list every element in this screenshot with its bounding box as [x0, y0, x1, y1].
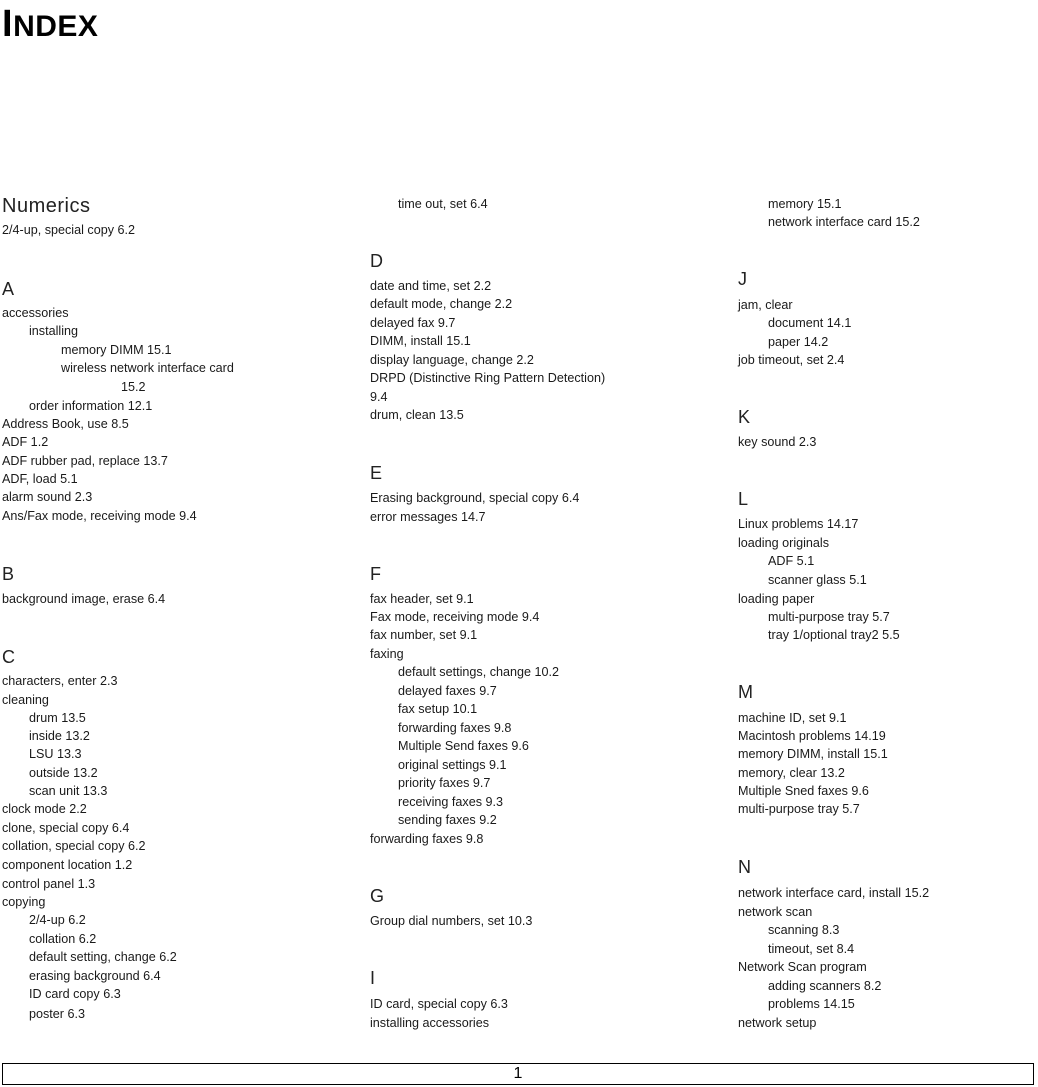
section-heading-l: L [738, 489, 749, 509]
index-subentry: ADF 5.1 [768, 554, 815, 568]
index-subentry: time out, set 6.4 [398, 197, 488, 211]
index-subsubentry: wireless network interface card [61, 361, 234, 375]
section-heading-k: K [738, 407, 751, 427]
section-heading-f: F [370, 564, 381, 584]
section-heading-j: J [738, 269, 747, 289]
index-entry: fax number, set 9.1 [370, 628, 478, 642]
index-entry: installing accessories [370, 1016, 489, 1030]
index-entry: machine ID, set 9.1 [738, 711, 847, 725]
index-subentry: receiving faxes 9.3 [398, 795, 504, 809]
index-subentry: LSU 13.3 [29, 747, 82, 761]
index-entry: delayed fax 9.7 [370, 316, 456, 330]
index-entry: Ans/Fax mode, receiving mode 9.4 [2, 509, 197, 523]
index-subentry: scanning 8.3 [768, 923, 840, 937]
page-title [2, 0, 98, 51]
index-subentry: forwarding faxes 9.8 [398, 721, 512, 735]
index-subentry: tray 1/optional tray2 5.5 [768, 628, 900, 642]
section-heading-a: A [2, 279, 15, 299]
index-subentry: priority faxes 9.7 [398, 776, 491, 790]
index-entry: loading paper [738, 592, 815, 606]
index-subentry: installing [29, 324, 79, 338]
index-subentry: memory 15.1 [768, 197, 842, 211]
index-entry: job timeout, set 2.4 [738, 353, 845, 367]
index-entry: cleaning [2, 693, 49, 707]
section-heading-d: D [370, 251, 383, 271]
index-subentry: scanner glass 5.1 [768, 573, 867, 587]
index-entry: memory, clear 13.2 [738, 766, 845, 780]
index-subsubentry: memory DIMM 15.1 [61, 343, 172, 357]
section-heading-m: M [738, 682, 753, 702]
index-entry: component location 1.2 [2, 858, 133, 872]
index-entry: network interface card, install 15.2 [738, 886, 930, 900]
index-subentry: multi-purpose tray 5.7 [768, 610, 890, 624]
index-subentry: Multiple Send faxes 9.6 [398, 739, 529, 753]
index-entry: jam, clear [738, 298, 793, 312]
index-entry: clone, special copy 6.4 [2, 821, 130, 835]
index-subentry: adding scanners 8.2 [768, 979, 882, 993]
index-entry: default mode, change 2.2 [370, 297, 513, 311]
page-footer [2, 1063, 1034, 1085]
index-entry: collation, special copy 6.2 [2, 839, 146, 853]
index-subentry: outside 13.2 [29, 766, 98, 780]
index-subentry: document 14.1 [768, 316, 852, 330]
page-number: 1 [513, 1065, 523, 1082]
section-heading-numerics: Numerics [2, 195, 91, 217]
index-subentry: 2/4-up 6.2 [29, 913, 86, 927]
index-subentry: paper 14.2 [768, 335, 829, 349]
index-entry: accessories [2, 306, 69, 320]
section-heading-g: G [370, 886, 385, 906]
index-entry: alarm sound 2.3 [2, 490, 93, 504]
index-entry: ADF, load 5.1 [2, 472, 78, 486]
section-heading-e: E [370, 463, 383, 483]
index-entry: memory DIMM, install 15.1 [738, 747, 888, 761]
index-entry: ADF rubber pad, replace 13.7 [2, 454, 168, 468]
index-subentry: poster 6.3 [29, 1007, 86, 1021]
index-entry: Group dial numbers, set 10.3 [370, 914, 533, 928]
index-entry: Multiple Sned faxes 9.6 [738, 784, 869, 798]
index-entry: DRPD (Distinctive Ring Pattern Detection) [370, 371, 606, 385]
index-subentry: ID card copy 6.3 [29, 987, 121, 1001]
title-rest: NDEX [13, 10, 99, 43]
index-entry: multi-purpose tray 5.7 [738, 802, 860, 816]
index-entry: loading originals [738, 536, 830, 550]
index-entry: Network Scan program [738, 960, 867, 974]
index-entry: Address Book, use 8.5 [2, 417, 129, 431]
index-subentry: timeout, set 8.4 [768, 942, 855, 956]
index-subentry: inside 13.2 [29, 729, 90, 743]
index-subentry: original settings 9.1 [398, 758, 507, 772]
index-entry: Fax mode, receiving mode 9.4 [370, 610, 540, 624]
index-entry: faxing [370, 647, 404, 661]
section-heading-b: B [2, 564, 15, 584]
index-entry: Linux problems 14.17 [738, 517, 859, 531]
index-entry: date and time, set 2.2 [370, 279, 492, 293]
index-entry: key sound 2.3 [738, 435, 817, 449]
index-subentry: fax setup 10.1 [398, 702, 478, 716]
index-entry: display language, change 2.2 [370, 353, 534, 367]
index-subentry: order information 12.1 [29, 399, 153, 413]
index-entry: control panel 1.3 [2, 877, 96, 891]
index-entry: 2/4-up, special copy 6.2 [2, 223, 136, 237]
index-subentry: sending faxes 9.2 [398, 813, 497, 827]
index-entry: copying [2, 895, 46, 909]
index-subentry: collation 6.2 [29, 932, 97, 946]
index-entry: ID card, special copy 6.3 [370, 997, 508, 1011]
index-entry: fax header, set 9.1 [370, 592, 474, 606]
index-entry: forwarding faxes 9.8 [370, 832, 484, 846]
index-subentry: scan unit 13.3 [29, 784, 108, 798]
index-entry: ADF 1.2 [2, 435, 49, 449]
section-heading-n: N [738, 857, 751, 877]
index-entry: drum, clean 13.5 [370, 408, 464, 422]
index-entry: Macintosh problems 14.19 [738, 729, 886, 743]
index-subsubentry: 15.2 [121, 380, 146, 394]
index-subentry: problems 14.15 [768, 997, 855, 1011]
index-subentry: drum 13.5 [29, 711, 86, 725]
index-entry: background image, erase 6.4 [2, 592, 166, 606]
section-heading-i: I [370, 968, 376, 988]
index-entry: clock mode 2.2 [2, 802, 87, 816]
index-entry: 9.4 [370, 390, 388, 404]
index-subentry: default setting, change 6.2 [29, 950, 177, 964]
index-entry: network setup [738, 1016, 817, 1030]
index-entry: error messages 14.7 [370, 510, 486, 524]
index-subentry: erasing background 6.4 [29, 969, 161, 983]
section-heading-c: C [2, 647, 15, 667]
index-entry: characters, enter 2.3 [2, 674, 118, 688]
index-subentry: delayed faxes 9.7 [398, 684, 497, 698]
title-initial: I [2, 3, 14, 45]
index-subentry: network interface card 15.2 [768, 215, 920, 229]
index-entry: Erasing background, special copy 6.4 [370, 491, 580, 505]
index-entry: network scan [738, 905, 813, 919]
index-subentry: default settings, change 10.2 [398, 665, 560, 679]
index-entry: DIMM, install 15.1 [370, 334, 471, 348]
